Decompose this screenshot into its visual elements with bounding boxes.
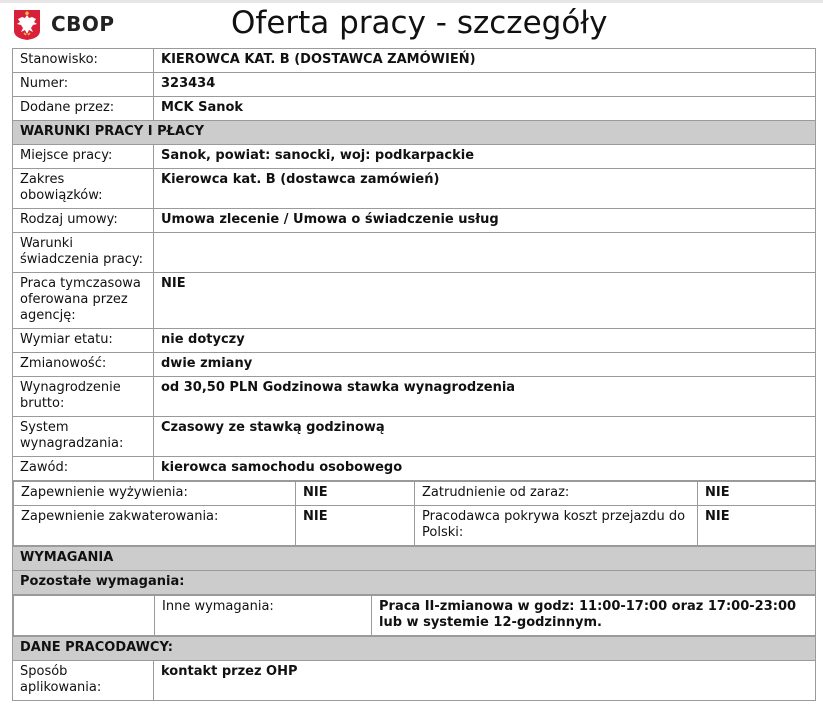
row-wynagrodzenie [13,377,816,417]
row-wymiar-etatu [13,329,816,353]
logo-text: CBOP [51,12,115,36]
section-title: WYMAGANIA [13,547,816,571]
field-label: Warunki świadczenia pracy: [13,233,154,273]
field-value: nie dotyczy [154,329,816,353]
row-zawod [13,457,816,481]
row-dodane-przez [13,97,816,121]
field-value: NIE [296,482,415,506]
row-numer [13,73,816,97]
field-label: Wynagrodzenie brutto: [13,377,154,417]
field-label: Praca tymczasowa oferowana przez agencję: [13,273,154,329]
field-label: Miejsce pracy: [13,145,154,169]
other-requirements-table [13,595,815,636]
section-header-requirements [13,547,816,571]
field-label: Inne wymagania: [155,596,372,636]
offer-details-table [12,48,816,701]
row-system-wynagradzania [13,417,816,457]
section-title: WARUNKI PRACY I PŁACY [13,121,816,145]
field-label: Zakres obowiązków: [13,169,154,209]
benefits-row [14,482,816,506]
field-value-number: 323434 [154,73,816,97]
field-label: Wymiar etatu: [13,329,154,353]
polish-eagle-emblem-icon [13,9,41,41]
field-value: NIE [698,506,816,546]
field-label: Dodane przez: [13,97,154,121]
spacer [14,596,155,636]
field-value: Sanok, powiat: sanocki, woj: podkarpackie [154,145,816,169]
row-benefits-grid [13,481,816,547]
field-value [154,233,816,273]
field-value: Czasowy ze stawką godzinową [154,417,816,457]
benefits-row [14,506,816,546]
field-label: Numer: [13,73,154,97]
field-value: od 30,50 PLN Godzinowa stawka wynagrodzenia [154,377,816,417]
field-label: Zatrudnienie od zaraz: [415,482,698,506]
section-title: DANE PRACODAWCY: [13,637,816,661]
benefits-grid-cell [13,481,816,547]
field-value-position: KIEROWCA KAT. B (DOSTAWCA ZAMÓWIEŃ) [154,49,816,73]
field-label: Zmianowość: [13,353,154,377]
section-header-employer [13,637,816,661]
row-stanowisko [13,49,816,73]
field-value: dwie zmiany [154,353,816,377]
field-label: Rodzaj umowy: [13,209,154,233]
field-label: Sposób aplikowania: [13,661,154,701]
section-header-conditions [13,121,816,145]
subsection-title: Pozostałe wymagania: [13,571,816,595]
field-label: Zapewnienie zakwaterowania: [14,506,296,546]
page-header [0,0,823,46]
row-warunki-swiadczenia [13,233,816,273]
row-zmianowosc [13,353,816,377]
row-sposob-aplikowania [13,661,816,701]
row-zakres-obowiazkow [13,169,816,209]
row-praca-tymczasowa [13,273,816,329]
other-requirements-cell [13,595,816,637]
subsection-header-other-requirements [13,571,816,595]
field-value: Umowa zlecenie / Umowa o świadczenie usług [154,209,816,233]
field-label: Stanowisko: [13,49,154,73]
field-value: kontakt przez OHP [154,661,816,701]
field-label: System wynagradzania: [13,417,154,457]
field-value: NIE [296,506,415,546]
benefits-grid [13,481,815,546]
row-miejsce-pracy [13,145,816,169]
field-label: Zawód: [13,457,154,481]
other-requirements-row [14,596,816,636]
field-value: kierowca samochodu osobowego [154,457,816,481]
field-value: Kierowca kat. B (dostawca zamówień) [154,169,816,209]
row-rodzaj-umowy [13,209,816,233]
field-label: Pracodawca pokrywa koszt przejazdu do Polski: [415,506,698,546]
field-value: Praca II-zmianowa w godz: 11:00-17:00 oraz 17:00-23:00 lub w systemie 12-godzinnym. [372,596,816,636]
field-label: Zapewnienie wyżywienia: [14,482,296,506]
row-other-requirements [13,595,816,637]
field-value: NIE [698,482,816,506]
page-title: Oferta pracy - szczegóły [231,5,608,41]
field-value-added-by: MCK Sanok [154,97,816,121]
field-value: NIE [154,273,816,329]
